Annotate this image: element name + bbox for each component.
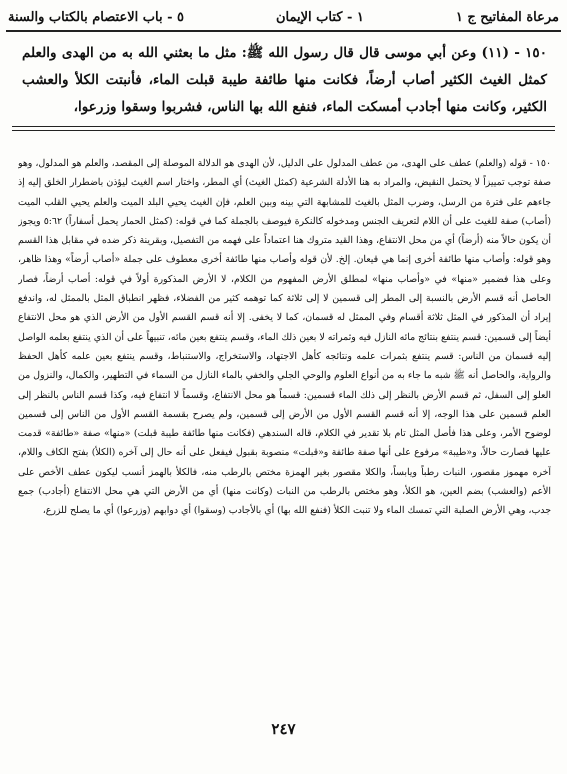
section-divider (12, 126, 555, 127)
commentary-paragraph: ١٥٠ - قوله (والعلم) عطف على الهدى، من عطف المدلول على الدليل، لأن الهدى هو الدلالة الموصلة إلى المقصد، والعلم هو المدلول، وهو صفة توجب تمييزاً لا يحتمل النقيض، والمراد به هنا الأدلة الشرعية (كمثل الغيث) أي المطر، واختار اسم الغيث ليؤذن باضطرار الخلق إليه إذ جاءهم على فترة من الرسل، وضرب المثل بالغيث للمشابهة التي بينه وبين العلم، فإن الغيث يحيي البلد الميت والعلم يحيي القلب الميت (أصاب) صفة للغيث على أن اللام لتعريف الجنس ومدخوله كالنكرة فيوصف بالجملة كما في قوله: (كمثل الحمار يحمل أسفاراً) ٥:٦٢ ويجوز أن يكون حالاً منه (أرضاً) أي من محل الانتفاع، وهذا القيد متروك هنا اعتماداً على فهمه من التفصيل، وبقرينة ذكر ضده في مقابل هذا القسم وهو قوله: وأصاب منها طائفة أخرى إنما هي قيعان. إلخ. لأن قوله وأصاب منها طائفة أخرى معطوف على جملة «أصاب أرضاً» وهذا ظاهر، وعلى هذا فضمير «منها» في «وأصاب منها» لمطلق الأرض المفهوم من الكلام، لا الأرض المذكورة أولاً في قوله: أصاب أرضاً، فصار الحاصل أنه قسم الأرض بالنسبة إلى المطر إلى قسمين لا إلى ثلاثة كما توهمه كثير من الفضلاء، فظهر انطباق المثل بالممثل له، واندفع إيراد أن المذكور في المثل ثلاثة أقسام وفي الممثل له قسمان، كما لا يخفى. إلا أنه قسم القسم الأول من الأرض الذي هو محل الانتفاع أيضاً إلى قسمين: قسم ينتفع بنتائج مائه النازل فيه وثمراته لا بعين ذلك الماء، وقسم ينتفع بعين مائه، تنبيهاً على أن الذي ينتفع بعلمه الواصل إليه قسمان من الناس: قسم ينتفع بثمرات علمه ونتائجه كأهل الاجتهاد، والاستخراج، والاستنباط، وقسم ينتفع بعين علمه كأهل الحفظ والرواية، والحاصل أنه ﷺ شبه ما جاء به من أنواع العلوم والوحي الجلي والخفي بالماء النازل من السماء في التطهير، والكمال، والنزول من العلو إلى السفل، ثم قسم الأرض بالنظر إلى ذلك الماء قسمين: قسماً هو محل الانتفاع، وقسماً لا انتفاع فيه، وكذا قسم الناس بالنظر إلى العلم قسمين على هذا الوجه، إلا أنه قسم القسم الأول من الأرض إلى قسمين، ولم يصرح بقسمة القسم الأول من الناس إلى قسمين لوضوح الأمر، وعلى هذا فأصل المثل تام بلا تقدير في الكلام، قاله السندهي (فكانت منها طائفة طيبة قبلت) «منها» صفة «طائفة» قدمت عليها فصارت حالاً، و«طيبة» مرفوع على أنها صفة طائفة و«قبلت» منصوبة بقبول فيفعل على أنه حال إلى آخره (الكلأ) بفتح الكاف واللام، آخره مهموز مقصور، النبات رطباً ويابساً، والكلا مقصور بغير الهمزة مختص بالرطب منه، فالكلأ بالهمز أنسب ليكون عطف الأخص على الأعم (والعشب) بضم العين، هو الكلأ، وهو مختص بالرطب من النبات (وكانت منها) أي من الأرض التي هي محل الانتفاع (أجادب) جمع جدب، وهي الأرض الصلبة التي تمسك الماء ولا تنبت الكلأ (فنفع الله بها) أي بالأجادب (وسقوا) أي دوابهم (وزرعوا) أي ما يصلح للزرع، (18, 158, 551, 517)
header-book-title: مرعاة المفاتيح ج ١ (455, 9, 559, 25)
hadith-paragraph: ١٥٠ - (١١) وعن أبي موسى قال قال رسول الله ﷺ: مثل ما بعثني الله به من الهدى والعلم كمثل الغيث الكثير أصاب أرضاً، فكانت منها طائفة طيبة قبلت الماء، فأنبتت الكلأ والعشب الكثير، وكانت منها أجادب أمسكت الماء، فنفع الله بها الناس، فشربوا وسقوا وزرعوا، (22, 45, 547, 115)
header-bab-title: ٥ - باب الاعتصام بالكتاب والسنة (8, 9, 184, 25)
header-kitab-title: ١ - كتاب الإيمان (275, 9, 364, 25)
hadith-text (22, 40, 547, 120)
commentary-text (18, 154, 551, 724)
header-rule (6, 30, 561, 32)
section-divider-double (12, 130, 555, 131)
page-number: ٢٤٧ (271, 720, 296, 738)
running-header (8, 6, 559, 28)
